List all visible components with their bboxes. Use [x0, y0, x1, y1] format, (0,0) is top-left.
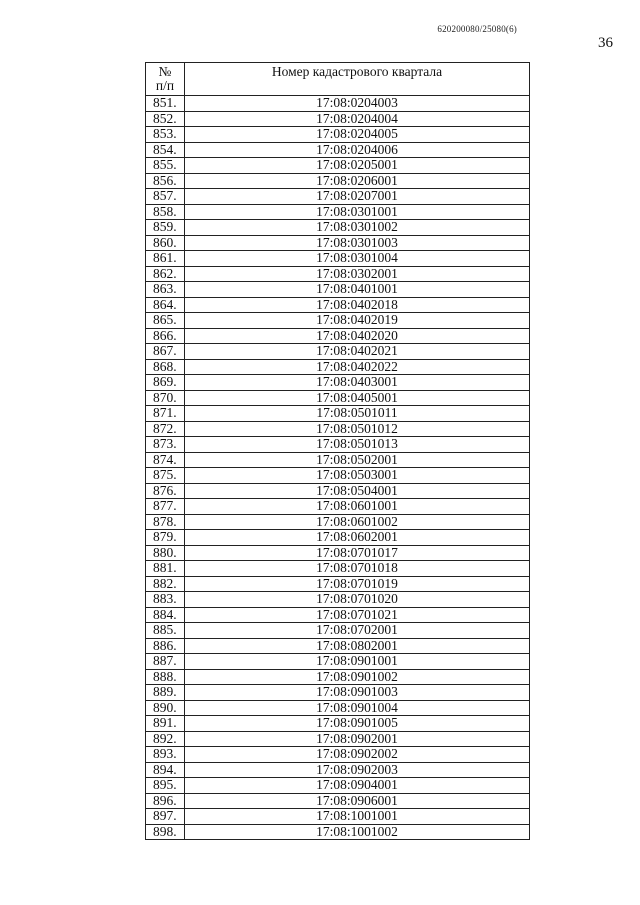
cadastral-quarter-number: 17:08:0902001: [185, 731, 530, 747]
column-header-cadastral-quarter: Номер кадастрового квартала: [185, 63, 530, 96]
table-row: [146, 437, 530, 453]
cadastral-quarter-number: 17:08:0301001: [185, 204, 530, 220]
table-row: [146, 700, 530, 716]
table-row: [146, 499, 530, 515]
cadastral-quarter-number: 17:08:0204006: [185, 142, 530, 158]
row-number: 860.: [146, 235, 185, 251]
cadastral-quarter-number: 17:08:0906001: [185, 793, 530, 809]
table-row: [146, 607, 530, 623]
cadastral-quarter-number: 17:08:0701020: [185, 592, 530, 608]
table-row: [146, 127, 530, 143]
table-row: [146, 793, 530, 809]
table-row: [146, 390, 530, 406]
cadastral-quarter-number: 17:08:0403001: [185, 375, 530, 391]
table-row: [146, 421, 530, 437]
cadastral-quarter-number: 17:08:0901005: [185, 716, 530, 732]
cadastral-quarter-number: 17:08:1001002: [185, 824, 530, 840]
cadastral-quarter-number: 17:08:0206001: [185, 173, 530, 189]
row-number: 862.: [146, 266, 185, 282]
row-number: 881.: [146, 561, 185, 577]
row-number: 895.: [146, 778, 185, 794]
cadastral-quarter-number: 17:08:0401001: [185, 282, 530, 298]
row-number: 853.: [146, 127, 185, 143]
table-row: [146, 778, 530, 794]
row-number: 884.: [146, 607, 185, 623]
row-number: 897.: [146, 809, 185, 825]
table-row: [146, 96, 530, 112]
table-row: [146, 561, 530, 577]
table-row: [146, 220, 530, 236]
header-row: [146, 63, 530, 96]
table-row: [146, 359, 530, 375]
table-row: [146, 638, 530, 654]
table-row: [146, 328, 530, 344]
row-number: 863.: [146, 282, 185, 298]
table-row: [146, 809, 530, 825]
row-number: 856.: [146, 173, 185, 189]
table-row: [146, 654, 530, 670]
row-number: 869.: [146, 375, 185, 391]
table-row: [146, 514, 530, 530]
cadastral-quarter-number: 17:08:0503001: [185, 468, 530, 484]
row-number: 888.: [146, 669, 185, 685]
row-number: 859.: [146, 220, 185, 236]
cadastral-quarter-number: 17:08:0902002: [185, 747, 530, 763]
row-number: 852.: [146, 111, 185, 127]
row-number: 886.: [146, 638, 185, 654]
row-number: 896.: [146, 793, 185, 809]
cadastral-quarter-number: 17:08:0204003: [185, 96, 530, 112]
row-number: 893.: [146, 747, 185, 763]
row-number: 870.: [146, 390, 185, 406]
table-row: [146, 313, 530, 329]
cadastral-quarter-number: 17:08:0601002: [185, 514, 530, 530]
row-number: 858.: [146, 204, 185, 220]
cadastral-quarters-table: [145, 62, 530, 840]
cadastral-quarter-number: 17:08:0504001: [185, 483, 530, 499]
table-row: [146, 716, 530, 732]
table-row: [146, 251, 530, 267]
row-number: 855.: [146, 158, 185, 174]
cadastral-quarter-number: 17:08:0701021: [185, 607, 530, 623]
cadastral-quarter-number: 17:08:0601001: [185, 499, 530, 515]
row-number: 878.: [146, 514, 185, 530]
table-row: [146, 530, 530, 546]
cadastral-quarter-number: 17:08:0901001: [185, 654, 530, 670]
row-number: 873.: [146, 437, 185, 453]
table-row: [146, 452, 530, 468]
row-number: 894.: [146, 762, 185, 778]
table-row: [146, 282, 530, 298]
table-row: [146, 545, 530, 561]
cadastral-quarter-number: 17:08:0701018: [185, 561, 530, 577]
row-number: 889.: [146, 685, 185, 701]
table-row: [146, 189, 530, 205]
table-row: [146, 483, 530, 499]
table-row: [146, 235, 530, 251]
cadastral-quarter-number: 17:08:0904001: [185, 778, 530, 794]
row-number: 865.: [146, 313, 185, 329]
cadastral-quarter-number: 17:08:0701019: [185, 576, 530, 592]
table-header: [146, 63, 530, 96]
cadastral-quarter-number: 17:08:0301002: [185, 220, 530, 236]
cadastral-quarter-number: 17:08:0902003: [185, 762, 530, 778]
table-row: [146, 747, 530, 763]
table-row: [146, 669, 530, 685]
row-number: 887.: [146, 654, 185, 670]
table-body: [146, 96, 530, 840]
table-row: [146, 297, 530, 313]
cadastral-quarter-number: 17:08:0901004: [185, 700, 530, 716]
row-number: 866.: [146, 328, 185, 344]
cadastral-quarter-number: 17:08:0502001: [185, 452, 530, 468]
row-number: 871.: [146, 406, 185, 422]
cadastral-quarter-number: 17:08:0501013: [185, 437, 530, 453]
cadastral-quarter-number: 17:08:0302001: [185, 266, 530, 282]
cadastral-quarter-number: 17:08:0301004: [185, 251, 530, 267]
table-row: [146, 158, 530, 174]
table-row: [146, 824, 530, 840]
row-number: 891.: [146, 716, 185, 732]
table-row: [146, 685, 530, 701]
cadastral-quarter-number: 17:08:0702001: [185, 623, 530, 639]
row-number: 874.: [146, 452, 185, 468]
row-number: 875.: [146, 468, 185, 484]
row-number: 898.: [146, 824, 185, 840]
row-number: 877.: [146, 499, 185, 515]
table-row: [146, 204, 530, 220]
row-number: 864.: [146, 297, 185, 313]
table-row: [146, 344, 530, 360]
row-number: 882.: [146, 576, 185, 592]
table-row: [146, 623, 530, 639]
cadastral-quarter-number: 17:08:0802001: [185, 638, 530, 654]
table-row: [146, 468, 530, 484]
cadastral-quarter-number: 17:08:0402019: [185, 313, 530, 329]
row-number: 883.: [146, 592, 185, 608]
document-code: 620200080/25080(6): [437, 24, 517, 34]
table-row: [146, 111, 530, 127]
table-row: [146, 406, 530, 422]
cadastral-quarter-number: 17:08:0901003: [185, 685, 530, 701]
table-row: [146, 731, 530, 747]
cadastral-quarter-number: 17:08:0204004: [185, 111, 530, 127]
cadastral-quarter-number: 17:08:0901002: [185, 669, 530, 685]
cadastral-quarter-number: 17:08:0402021: [185, 344, 530, 360]
table-row: [146, 173, 530, 189]
column-header-number: № п/п: [146, 63, 185, 96]
cadastral-quarter-number: 17:08:1001001: [185, 809, 530, 825]
row-number: 851.: [146, 96, 185, 112]
table-row: [146, 762, 530, 778]
row-number: 868.: [146, 359, 185, 375]
page-number: 36: [598, 35, 613, 51]
cadastral-quarter-number: 17:08:0402022: [185, 359, 530, 375]
row-number: 880.: [146, 545, 185, 561]
cadastral-quarter-number: 17:08:0207001: [185, 189, 530, 205]
cadastral-quarter-number: 17:08:0205001: [185, 158, 530, 174]
cadastral-quarter-number: 17:08:0405001: [185, 390, 530, 406]
row-number: 861.: [146, 251, 185, 267]
cadastral-quarter-number: 17:08:0402020: [185, 328, 530, 344]
cadastral-quarter-number: 17:08:0701017: [185, 545, 530, 561]
table-row: [146, 142, 530, 158]
row-number: 857.: [146, 189, 185, 205]
row-number: 854.: [146, 142, 185, 158]
cadastral-quarter-number: 17:08:0602001: [185, 530, 530, 546]
cadastral-quarter-number: 17:08:0501012: [185, 421, 530, 437]
cadastral-quarter-number: 17:08:0402018: [185, 297, 530, 313]
cadastral-quarter-number: 17:08:0301003: [185, 235, 530, 251]
table-row: [146, 576, 530, 592]
table-row: [146, 375, 530, 391]
row-number: 892.: [146, 731, 185, 747]
row-number: 876.: [146, 483, 185, 499]
row-number: 872.: [146, 421, 185, 437]
row-number: 890.: [146, 700, 185, 716]
row-number: 879.: [146, 530, 185, 546]
cadastral-quarter-number: 17:08:0204005: [185, 127, 530, 143]
row-number: 867.: [146, 344, 185, 360]
cadastral-quarter-number: 17:08:0501011: [185, 406, 530, 422]
table-row: [146, 592, 530, 608]
row-number: 885.: [146, 623, 185, 639]
table-row: [146, 266, 530, 282]
